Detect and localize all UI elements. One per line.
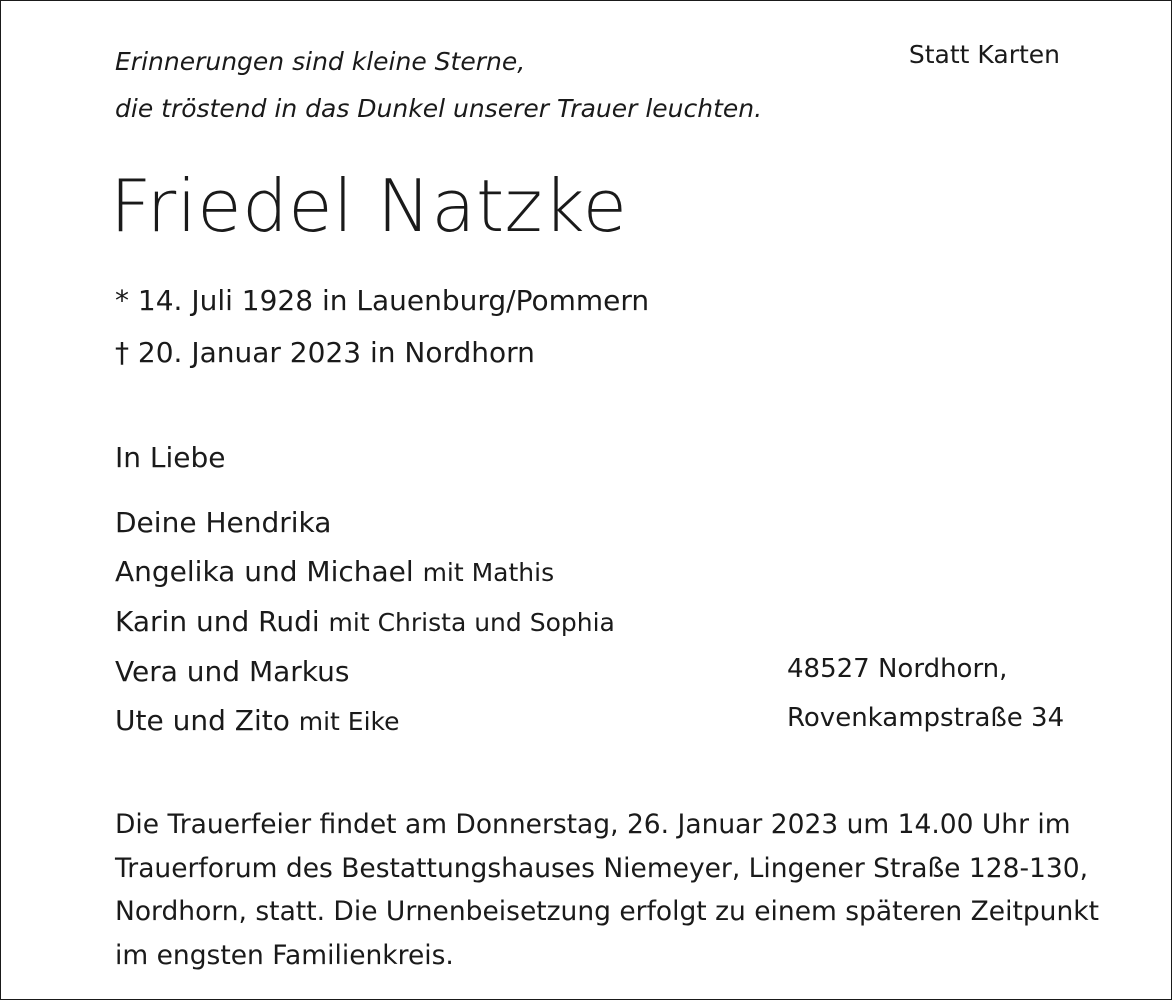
ceremony-line: Die Trauerfeier findet am Donnerstag, 26. Januar 2023 um 14.00 Uhr im bbox=[115, 809, 1071, 840]
greeting: In Liebe bbox=[115, 441, 226, 474]
family-address bbox=[787, 645, 1064, 743]
deceased-name: Friedel Natzke bbox=[110, 164, 628, 248]
statt-karten-label: Statt Karten bbox=[908, 40, 1060, 69]
motto-quote bbox=[115, 38, 762, 132]
family-member: Vera und Markus bbox=[115, 655, 350, 688]
family-member: Deine Hendrika bbox=[115, 506, 332, 539]
address-street: Rovenkampstraße 34 bbox=[787, 703, 1065, 733]
family-member: Karin und Rudi mit Christa und Sophia bbox=[115, 605, 615, 638]
address-city: 48527 Nordhorn, bbox=[787, 654, 1008, 684]
birth-date: * 14. Juli 1928 in Lauenburg/Pommern bbox=[115, 284, 650, 317]
ceremony-line: im engsten Familienkreis. bbox=[115, 939, 454, 971]
ceremony-line: Nordhorn, statt. Die Urnenbeisetzung erfolgt zu einem späteren Zeitpunkt bbox=[115, 896, 1100, 927]
life-dates bbox=[115, 275, 649, 379]
family-list bbox=[115, 498, 615, 746]
ceremony-line: Trauerforum des Bestattungshauses Niemeyer, Lingener Straße 128-130, bbox=[115, 852, 1089, 884]
family-member: Angelika und Michael mit Mathis bbox=[115, 555, 555, 588]
motto-line-2: die tröstend in das Dunkel unserer Trauer leuchten. bbox=[115, 94, 763, 123]
ceremony-info bbox=[115, 803, 1099, 977]
family-member: Ute und Zito mit Eike bbox=[115, 704, 400, 737]
motto-line-1: Erinnerungen sind kleine Sterne, bbox=[115, 47, 526, 76]
death-date: † 20. Januar 2023 in Nordhorn bbox=[115, 336, 535, 369]
